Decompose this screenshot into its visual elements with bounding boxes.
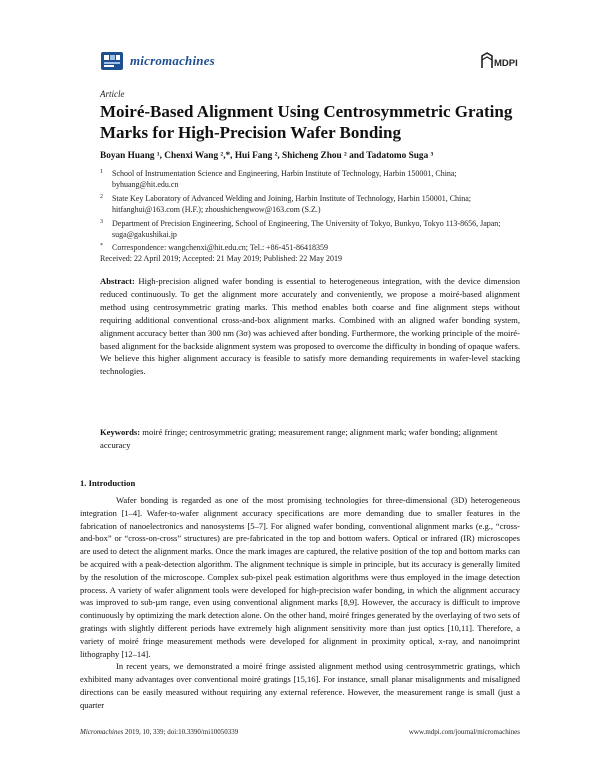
footer-journal: Micromachines [80, 728, 124, 736]
footer-citation-text: 2019, 10, 339; doi:10.3390/mi10050339 [123, 728, 239, 736]
affiliation-number: 2 [100, 193, 103, 200]
footer-citation [80, 728, 238, 736]
paragraph: Wafer bonding is regarded as one of the most promising technologies for three-dimensional (3D) heterogeneous integration [1–4]. Wafer-to-wafer alignment accuracy specifications are more demanding due to smaller features in the fabrication of nanoelectronics and nanosystems [5–7]. For aligned wafer bonding, conventional alignment marks (e.g., “cross-and-box” or “cross-on-cross” structures) are pre-fabricated in the top and bottom wafers. Optical or infrared (IR) microscopes are used to detect the alignment marks. Once the mark images are captured, the relative position of the top and bottom marks can be acquired with a peak-detection algorithm. The alignment technique is simple in principle, but its accuracy is generally limited by the resolution of the microscope. Complex sub-pixel peak estimation algorithms were thus employed in the image detection process. A variety of wafer alignment tools were developed for high-precision wafer bonding, in which the alignment accuracy was improved to sub-µm range, even using conventional alignment marks [8,9]. However, the accuracy is difficult to improve continuously by optimizing the mark detection alone. On the other hand, moiré fringes generated by the overlaying of two sets of gratings with slightly different periods have extremely high alignment sensitivity more than just optics [10,11]. Therefore, a variety of moiré fringe measurement methods were developed for alignment in proximity optical, x-ray, and nanoimprint lithography [12–14]. [80, 495, 520, 659]
article-title: Moiré-Based Alignment Using Centrosymmetric Grating Marks for High-Precision Wafer Bonding [100, 102, 513, 142]
keywords-label: Keywords: [100, 427, 141, 437]
correspondence-text: Correspondence: wangchenxi@hit.edu.cn; Tel.: +86-451-86418359 [112, 243, 329, 253]
journal-name: micromachines [130, 53, 215, 68]
correspondence-marker: * [100, 243, 103, 250]
affiliation-1 [100, 168, 520, 191]
paragraph: In recent years, we demonstrated a moiré fringe assisted alignment method using centrosymmetric gratings, which exhibited many advantages over conventional moiré gratings [15,16]. For instance, small planar misalignments and misaligned directions can be easily measured without requiring any external reference. However, the measurement range is small (just a quarter [80, 661, 520, 710]
correspondence [100, 242, 520, 253]
abstract-text: High-precision aligned wafer bonding is essential to heterogeneous integration, with the device dimension reduced continuously. To get the alignment more accurately and conveniently, we propose a moiré-based alignment method using centrosymmetric grating marks. This method enables both coarse and fine alignment steps without requiring additional conventional cross-and-box alignment marks. Combined with an aligned wafer bonding system, alignment accuracy better than 300 nm (3σ) was achieved after bonding. Furthermore, the working principle of the moiré-based alignment for the backside alignment system was proposed to overcome the difficulty in bonding of opaque wafers. We believe this higher alignment accuracy is feasible to satisfy more demanding requirements in wafer-level stacking technologies. [100, 276, 520, 377]
mdpi-brand[interactable] [480, 50, 520, 72]
affiliation-text: State Key Laboratory of Advanced Welding and Joining, Harbin Institute of Technology, Harbin 150001, China; hitfanghui@163.com (H.F.); zhoushichengwow@163.com (S.Z.) [112, 193, 472, 215]
micromachines-logo-icon [100, 50, 124, 72]
affiliation-2 [100, 193, 520, 216]
affiliation-number: 3 [100, 218, 103, 225]
abstract-label: Abstract: [100, 276, 135, 286]
section-body [80, 494, 520, 712]
footer-url[interactable]: www.mdpi.com/journal/micromachines [408, 728, 520, 736]
publication-dates: Received: 22 April 2019; Accepted: 21 May 2019; Published: 22 May 2019 [100, 254, 342, 263]
abstract [100, 275, 520, 378]
affiliation-text: School of Instrumentation Science and Engineering, Harbin Institute of Technology, Harbin 150001, China; byhuang@hit.edu.cn [112, 169, 457, 190]
keywords-text: moiré fringe; centrosymmetric grating; measurement range; alignment mark; wafer bonding; alignment accuracy [100, 427, 498, 450]
page-header [100, 48, 520, 74]
mdpi-logo-icon [480, 50, 520, 72]
section-heading: 1. Introduction [80, 478, 136, 488]
author-list: Boyan Huang ¹, Chenxi Wang ²,*, Hui Fang ², Shicheng Zhou ² and Tadatomo Suga ³ [100, 151, 434, 161]
journal-brand[interactable] [100, 50, 215, 72]
affiliation-number: 1 [100, 169, 103, 175]
publisher-logo-text: MDPI [494, 58, 518, 69]
keywords [100, 426, 520, 452]
affiliation-3 [100, 218, 520, 241]
affiliations [100, 168, 520, 256]
affiliation-text: Department of Precision Engineering, School of Engineering, The University of Tokyo, Bunkyo, Tokyo 113-8656, Japan; suga@gakushikai.jp [112, 218, 501, 240]
article-type: Article [100, 89, 125, 99]
